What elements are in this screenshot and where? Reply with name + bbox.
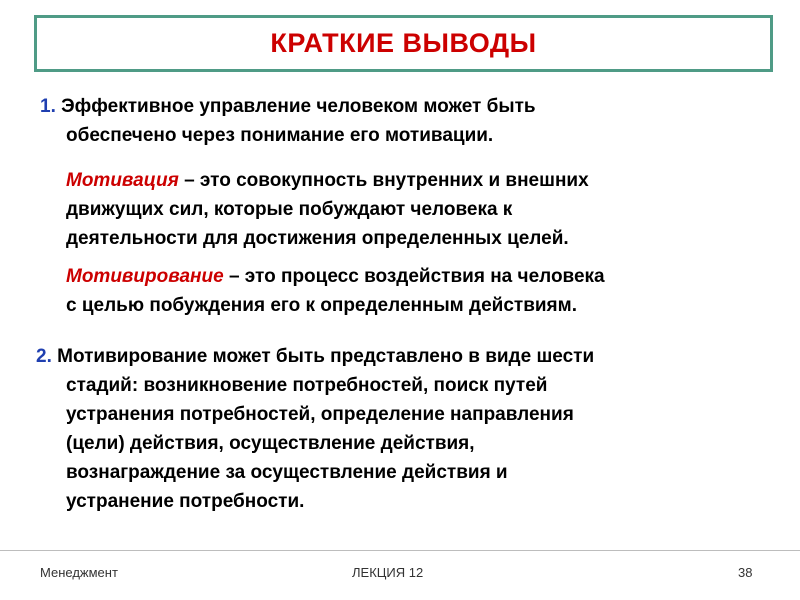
footer-subject: Менеджмент [40,565,118,580]
point-1-line-1: 1. Эффективное управление человеком может быть [40,96,536,117]
title-box [34,15,773,72]
footer-page-number: 38 [738,565,753,580]
footer-lecture: ЛЕКЦИЯ 12 [352,565,424,580]
point-1 [40,92,536,150]
point-1-number: 1. [40,96,56,117]
definition-motivating-line-1: Мотивирование – это процесс воздействия на человека [66,266,605,287]
point-2-number: 2. [36,346,52,367]
point-2-line-1: 2. Мотивирование может быть представлено в виде шести [36,346,595,367]
point-2-line-3: устранения потребностей, определение направления [66,404,574,425]
point-2-line-6: устранение потребности. [66,491,305,512]
definition-motivating-line-2: с целью побуждения его к определенным действиям. [66,295,577,316]
point-2 [36,342,594,516]
definition-motivation [66,166,589,253]
point-2-line-4: (цели) действия, осуществление действия, [66,433,475,454]
point-2-line-2: стадий: возникновение потребностей, поиск путей [66,375,548,396]
term-motivating: Мотивирование [66,266,224,287]
definition-motivation-line-3: деятельности для достижения определенных целей. [66,228,569,249]
definition-motivation-line-1: Мотивация – это совокупность внутренних и внешних [66,170,589,191]
definition-motivation-line-2: движущих сил, которые побуждают человека к [66,199,513,220]
definition-motivating [66,262,605,320]
slide-title: КРАТКИЕ ВЫВОДЫ [270,28,537,58]
point-1-line-2: обеспечено через понимание его мотивации. [66,125,494,146]
point-2-line-5: вознаграждение за осуществление действия и [66,462,508,483]
footer-divider [0,550,800,551]
term-motivation: Мотивация [66,170,179,191]
